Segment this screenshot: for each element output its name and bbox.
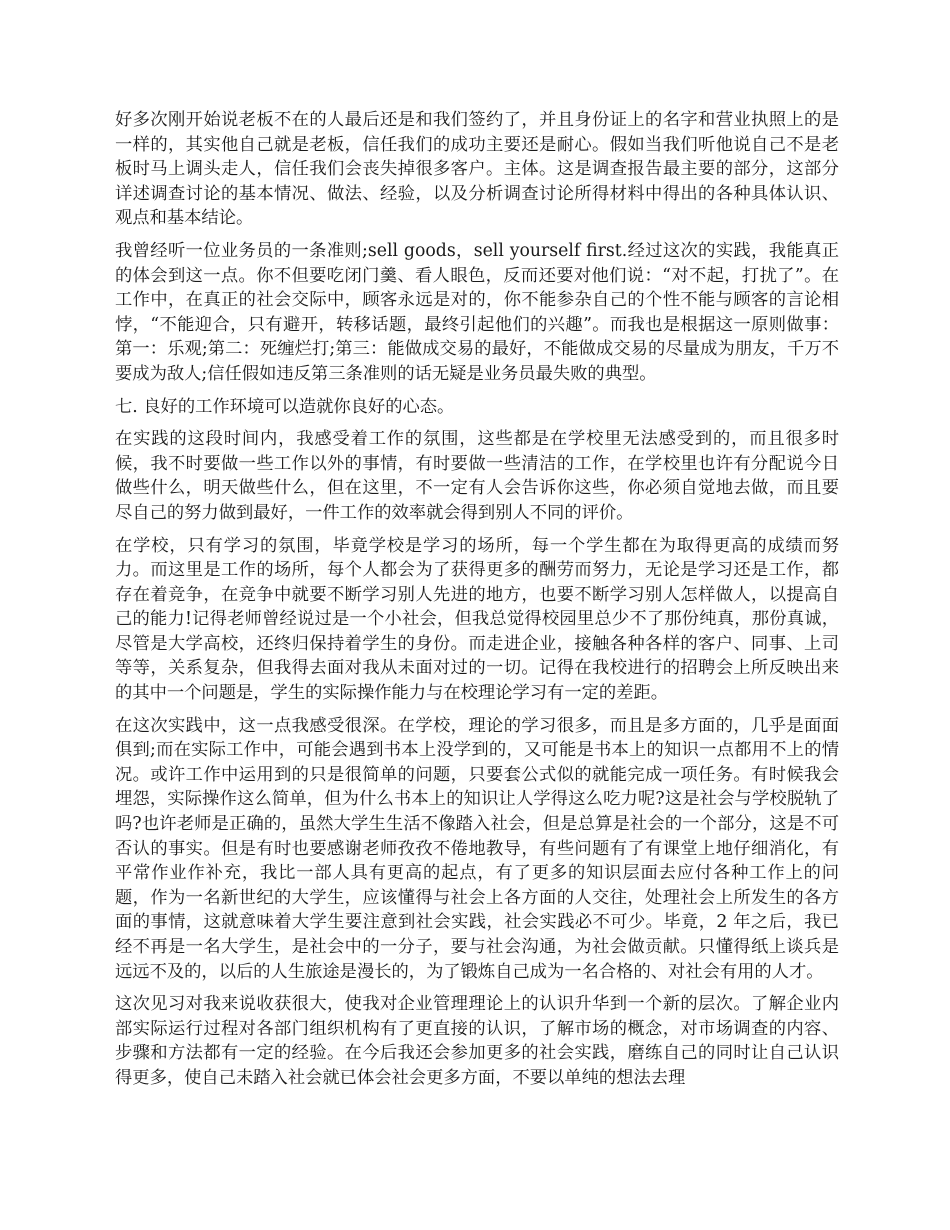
paragraph: 在这次实践中，这一点我感受很深。在学校，理论的学习很多，而且是多方面的，几乎是面面俱到;而在实际工作中，可能会遇到书本上没学到的，又可能是书本上的知识一点都用不上的情况。或许工作中运用到的只是很简单的问题，只要套公式似的就能完成一项任务。有时候我会埋怨，实际操作这么简单，但为什么书本上的知识让人学得这么吃力呢?这是社会与学校脱轨了吗?也许老师是正确的，虽然大学生生活不像踏入社会，但是总算是社会的一个部分，这是不可否认的事实。但是有时也要感谢老师孜孜不倦地教导，有些问题有了有课堂上地仔细消化，有平常作业作补充，我比一部人具有更高的起点，有了更多的知识层面去应付各种工作上的问题，作为一名新世纪的大学生，应该懂得与社会上各方面的人交往，处理社会上所发生的各方面的事情，这就意味着大学生要注意到社会实践，社会实践必不可少。毕竟，2 年之后，我已经不再是一名大学生，是社会中的一分子，要与社会沟通，为社会做贡献。只懂得纸上谈兵是远远不及的，以后的人生旅途是漫长的，为了锻炼自己成为一名合格的、对社会有用的人才。 — [115, 715, 839, 982]
paragraph: 我曾经听一位业务员的一条准则;sell goods，sell yourself first.经过这次的实践，我能真正的体会到这一点。你不但要吃闭门羹、看人眼色，反而还要对他们说：“对不起，打扰了”。在工作中，在真正的社会交际中，顾客永远是对的，你不能参杂自己的个性不能与顾客的言论相悖，“不能迎合，只有避开，转移话题，最终引起他们的兴趣”。而我也是根据这一原则做事：第一：乐观;第二：死缠烂打;第三：能做成交易的最好，不能做成交易的尽量成为朋友，千万不要成为敌人;信任假如违反第三条准则的话无疑是业务员最失败的典型。 — [115, 240, 839, 384]
paragraph: 在学校，只有学习的氛围，毕竟学校是学习的场所，每一个学生都在为取得更高的成绩而努力。而这里是工作的场所，每个人都会为了获得更多的酬劳而努力，无论是学习还是工作，都存在着竞争，在竞争中就要不断学习别人先进的地方，也要不断学习别人怎样做人，以提高自己的能力!记得老师曾经说过是一个小社会，但我总觉得校园里总少不了那份纯真，那份真诚，尽管是大学高校，还终归保持着学生的身份。而走进企业，接触各种各样的客户、同事、上司等等，关系复杂，但我得去面对我从未面对过的一切。记得在我校进行的招聘会上所反映出来的其中一个问题是，学生的实际操作能力与在校理论学习有一定的差距。 — [115, 535, 839, 704]
section-heading: 七. 良好的工作环境可以造就你良好的心态。 — [115, 396, 455, 417]
paragraph: 好多次刚开始说老板不在的人最后还是和我们签约了，并且身份证上的名字和营业执照上的是一样的，其实他自己就是老板，信任我们的成功主要还是耐心。假如当我们听他说自己不是老板时马上调头走人，信任我们会丧失掉很多客户。主体。这是调查报告最主要的部分，这部分详述调查讨论的基本情况、做法、经验，以及分析调查讨论所得材料中得出的各种具体认识、观点和基本结论。 — [115, 110, 839, 229]
paragraph: 在实践的这段时间内，我感受着工作的氛围，这些都是在学校里无法感受到的，而且很多时候，我不时要做一些工作以外的事情，有时要做一些清洁的工作，在学校里也许有分配说今日做些什么，明天做些什么，但在这里，不一定有人会告诉你这些，你必须自觉地去做，而且要尽自己的努力做到最好，一件工作的效率就会得到别人不同的评价。 — [115, 429, 839, 523]
paragraph: 这次见习对我来说收获很大，使我对企业管理理论上的认识升华到一个新的层次。了解企业内部实际运行过程对各部门组织机构有了更直接的认识，了解市场的概念，对市场调查的内容、步骤和方法都有一定的经验。在今后我还会参加更多的社会实践，磨练自己的同时让自己认识得更多，使自己未踏入社会就已体会社会更多方面，不要以单纯的想法去理 — [115, 994, 839, 1088]
document-body — [115, 108, 839, 1099]
